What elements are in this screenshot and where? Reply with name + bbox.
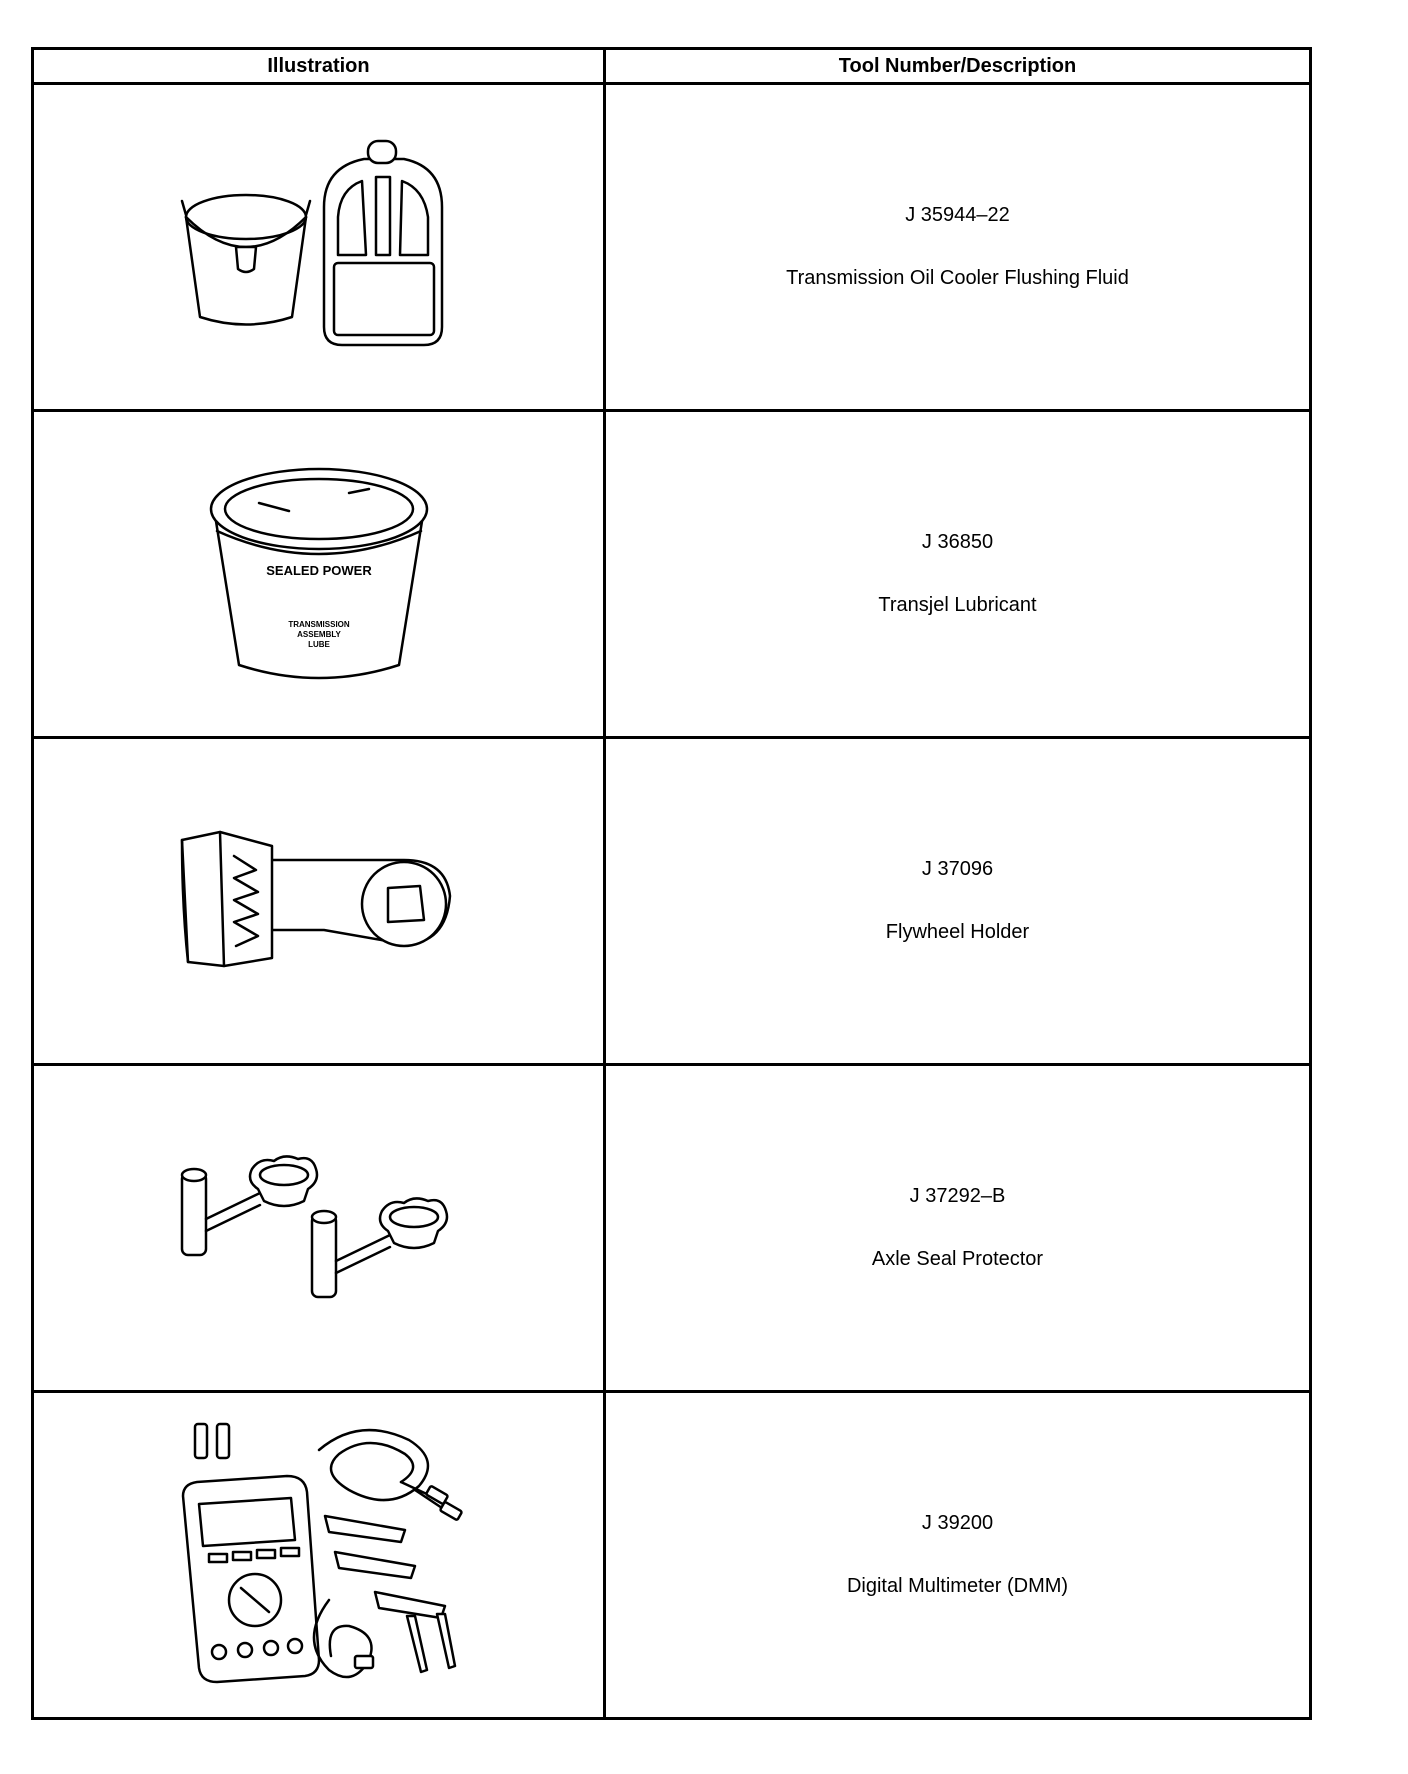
lubricant-tub-icon (199, 459, 439, 689)
header-illustration: Illustration (33, 49, 605, 84)
tool-description: Digital Multimeter (DMM) (846, 1575, 1069, 1597)
tool-description-cell (605, 738, 1311, 1065)
table-row (33, 411, 1311, 738)
tool-description-cell (605, 1392, 1311, 1719)
tool-description-cell (605, 1065, 1311, 1392)
special-tools-table (31, 47, 1312, 1720)
illustration-cell (33, 738, 605, 1065)
illustration-cell (33, 411, 605, 738)
flywheel-holder-icon (174, 826, 464, 976)
tool-description-cell (605, 411, 1311, 738)
header-tool-number-description: Tool Number/Description (605, 49, 1311, 84)
table-row (33, 84, 1311, 411)
tool-number: J 37292–B (909, 1185, 1006, 1207)
table-row (33, 1065, 1311, 1392)
tub-label-line: LUBE (307, 640, 330, 649)
tub-label-line: ASSEMBLY (296, 630, 341, 639)
tool-description: Transmission Oil Cooler Flushing Fluid (786, 267, 1129, 289)
tub-brand-label: SEALED POWER (265, 563, 372, 578)
illustration-cell (33, 1065, 605, 1392)
tool-description-cell (605, 84, 1311, 411)
tool-number: J 35944–22 (905, 204, 1010, 226)
illustration-cell (33, 84, 605, 411)
flushing-fluid-icon (174, 137, 464, 357)
table-row (33, 738, 1311, 1065)
header-row (33, 49, 1311, 84)
tool-number: J 39200 (921, 1512, 994, 1534)
table-row (33, 1392, 1311, 1719)
tool-number: J 36850 (921, 531, 994, 553)
tool-description: Transjel Lubricant (878, 594, 1037, 616)
tool-description: Flywheel Holder (885, 921, 1030, 943)
tool-description: Axle Seal Protector (871, 1248, 1044, 1270)
illustration-cell (33, 1392, 605, 1719)
tub-label-line: TRANSMISSION (287, 620, 350, 629)
tool-number: J 37096 (921, 858, 994, 880)
multimeter-icon (169, 1420, 469, 1690)
axle-seal-protector-icon (174, 1153, 464, 1303)
